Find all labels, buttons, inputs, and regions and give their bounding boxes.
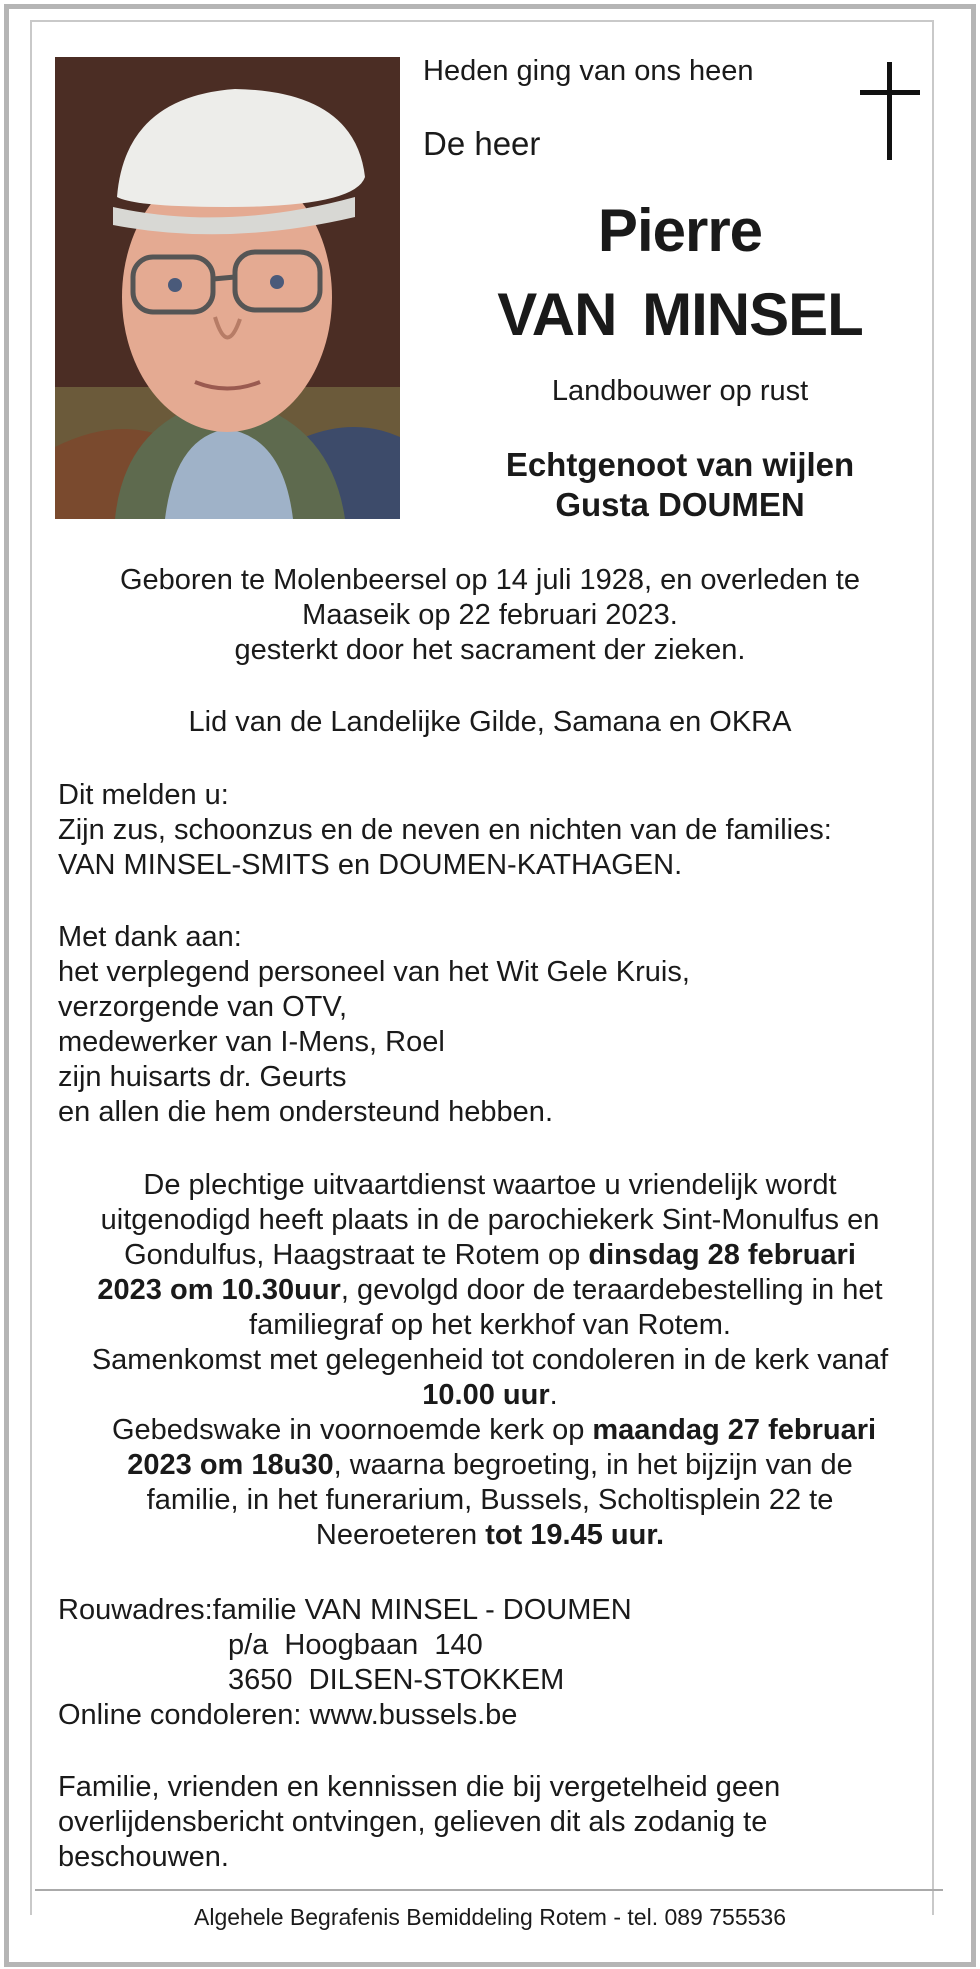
thanks-line: en allen die hem ondersteund hebben. [58,1096,553,1128]
membership: Lid van de Landelijke Gilde, Samana en OKRA [188,706,792,738]
address-line: Rouwadres:familie VAN MINSEL - DOUMEN [58,1594,632,1626]
service-text: , gevolgd door de teraardebestelling in het [340,1274,883,1306]
thanks-block [58,920,938,1130]
birth-line: Maaseik op 22 februari 2023. [302,599,678,631]
service-line [40,1413,940,1448]
service-line [40,1518,940,1553]
service-text: Gondulfus, Haagstraat te Rotem op [124,1239,589,1271]
footer-funeral-home: Algehele Begrafenis Bemiddeling Rotem - tel. 089 755536 [194,1904,786,1930]
spouse-block [410,445,950,525]
service-date: dinsdag 28 februari [588,1239,856,1271]
closing-line: Familie, vrienden en kennissen die bij vergetelheid geen [58,1771,781,1803]
service-line: Samenkomst met gelegenheid tot condoleren in de kerk vanaf [91,1344,889,1376]
service-text: , waarna begroeting, in het bijzijn van de [333,1449,853,1481]
birth-block [40,563,940,668]
service-line [40,1238,940,1273]
closing-block [58,1770,938,1875]
occupation: Landbouwer op rust [551,375,809,407]
intro-text: Heden ging van ons heen [423,55,754,87]
wake-date: maandag 27 februari [592,1414,877,1446]
online-condolences: Online condoleren: www.bussels.be [58,1699,518,1731]
portrait-illustration [55,57,400,519]
honorific: De heer [423,125,541,162]
portrait-photo [55,57,400,519]
footer-divider [35,1889,943,1891]
wake-time: 2023 om 18u30 [127,1449,334,1481]
thanks-line: verzorgende van OTV, [58,991,348,1023]
thanks-line: medewerker van I-Mens, Roel [58,1026,445,1058]
service-text: . [549,1379,558,1411]
thanks-line: zijn huisarts dr. Geurts [58,1061,347,1093]
address-line: p/a Hoogbaan 140 [228,1629,483,1661]
service-line: familie, in het funerarium, Bussels, Scholtisplein 22 te [146,1484,834,1516]
service-line: familiegraf op het kerkhof van Rotem. [249,1309,731,1341]
service-text: Gebedswake in voornoemde kerk op [103,1414,593,1446]
birth-line: Geboren te Molenbeersel op 14 juli 1928, en overleden te [119,564,860,596]
address-line: 3650 DILSEN-STOKKEM [228,1664,565,1696]
thanks-line: Met dank aan: [58,921,242,953]
thanks-line: het verplegend personeel van het Wit Gele Kruis, [58,956,690,988]
spouse-line-1: Echtgenoot van wijlen [505,446,855,483]
service-line [40,1273,940,1308]
service-line [40,1378,940,1413]
birth-line: gesterkt door het sacrament der zieken. [234,634,746,666]
service-time: 2023 om 10.30uur [97,1274,341,1306]
cross-icon [860,62,920,160]
service-line [40,1448,940,1483]
closing-line: overlijdensbericht ontvingen, gelieven dit als zodanig te [58,1806,768,1838]
notified-by-block [58,778,938,883]
gathering-time: 10.00 uur [422,1379,550,1411]
address-block [58,1593,938,1733]
notified-line: Dit melden u: [58,779,229,811]
service-line: uitgenodigd heeft plaats in de parochiekerk Sint-Monulfus en [100,1204,880,1236]
notified-line: VAN MINSEL-SMITS en DOUMEN-KATHAGEN. [58,849,683,881]
deceased-last-name: VAN MINSEL [497,281,863,348]
notified-line: Zijn zus, schoonzus en de neven en nichten van de families: [58,814,832,846]
deceased-first-name: Pierre [597,197,763,264]
closing-line: beschouwen. [58,1841,229,1873]
service-text: Neeroeteren [315,1519,486,1551]
spouse-name: Gusta DOUMEN [555,486,805,523]
wake-end-time: tot 19.45 uur. [485,1519,665,1551]
service-line: De plechtige uitvaartdienst waartoe u vriendelijk wordt [143,1169,837,1201]
service-block [40,1168,940,1553]
